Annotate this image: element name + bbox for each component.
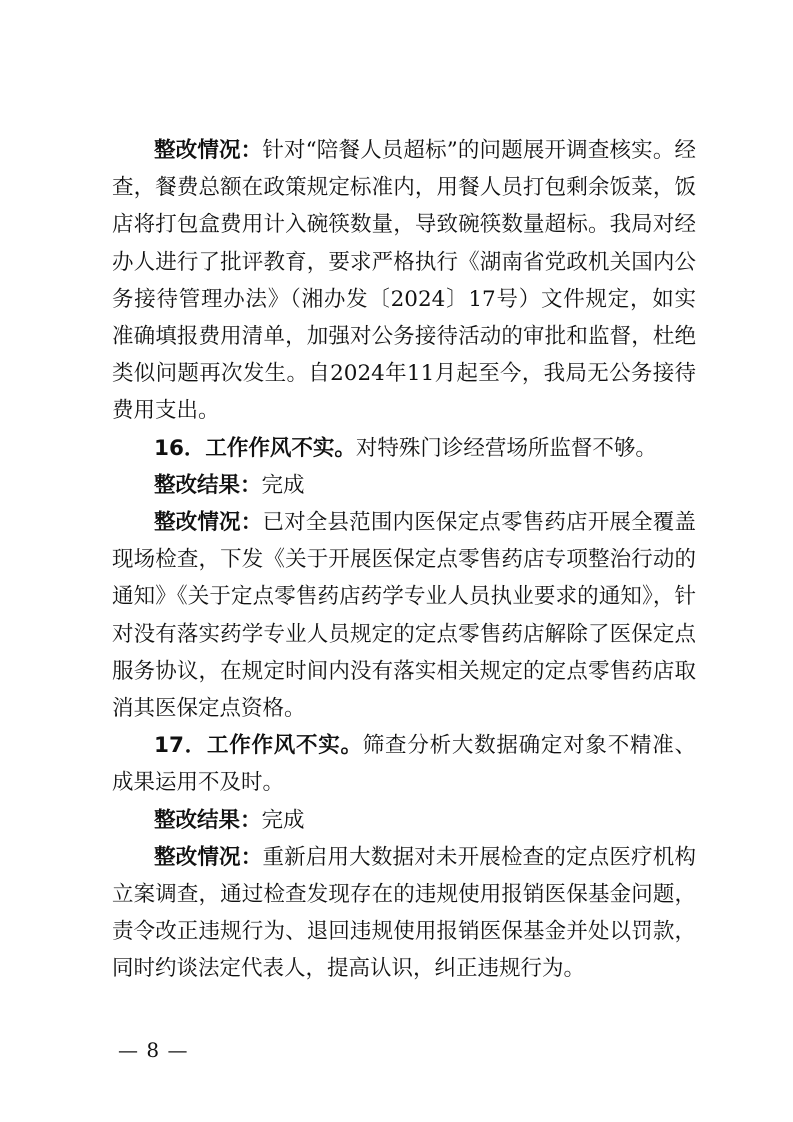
paragraph-text: 完成: [261, 807, 305, 833]
paragraph-lead: 17．工作作风不实。: [154, 733, 363, 759]
paragraph-text: 对特殊门诊经营场所监督不够。: [355, 435, 657, 461]
paragraph-rectification-status-16: [112, 504, 696, 727]
paragraph-item-16: [112, 430, 696, 467]
paragraph-rectification-status-1: [112, 132, 696, 430]
paragraph-lead: 整改情况：: [154, 510, 263, 536]
paragraph-text: 筛查分析大数据确定对象不精准、成果运用不及时。: [112, 733, 696, 796]
paragraph-result-17: [112, 802, 696, 839]
paragraph-result-16: [112, 467, 696, 504]
paragraph-text: 重新启用大数据对未开展检查的定点医疗机构立案调查，通过检查发现存在的违规使用报销医保基金问题，责令改正违规行为、退回违规使用报销医保基金并处以罚款，同时约谈法定代表人，提高认识，纠正违规行为。: [112, 844, 696, 982]
paragraph-text: 已对全县范围内医保定点零售药店开展全覆盖现场检查，下发《关于开展医保定点零售药店专项整治行动的通知》《关于定点零售药店药学专业人员执业要求的通知》，针对没有落实药学专业人员规定的定点零售药店解除了医保定点服务协议，在规定时间内没有落实相关规定的定点零售药店取消其医保定点资格。: [112, 510, 696, 722]
paragraph-rectification-status-17: [112, 839, 696, 988]
paragraph-lead: 整改情况：: [154, 138, 263, 163]
paragraph-item-17: [112, 727, 696, 801]
paragraph-lead: 16．工作作风不实。: [154, 435, 356, 461]
page-number: — 8 —: [118, 1038, 189, 1062]
paragraph-lead: 整改结果：: [154, 807, 262, 833]
paragraph-text: 完成: [261, 472, 305, 498]
paragraph-lead: 整改结果：: [154, 472, 262, 498]
paragraph-text: 针对“陪餐人员超标”的问题展开调查核实。经查，餐费总额在政策规定标准内，用餐人员打包剩余饭菜，饭店将打包盒费用计入碗筷数量，导致碗筷数量超标。我局对经办人进行了批评教育，要求严格执行《湖南省党政机关国内公务接待管理办法》（湘办发〔2024〕17号）文件规定，如实准确填报费用清单，加强对公务接待活动的审批和监督，杜绝类似问题再次发生。自2024年11月起至今，我局无公务接待费用支出。: [112, 138, 696, 424]
document-body: [112, 132, 696, 988]
paragraph-lead: 整改情况：: [154, 844, 263, 870]
